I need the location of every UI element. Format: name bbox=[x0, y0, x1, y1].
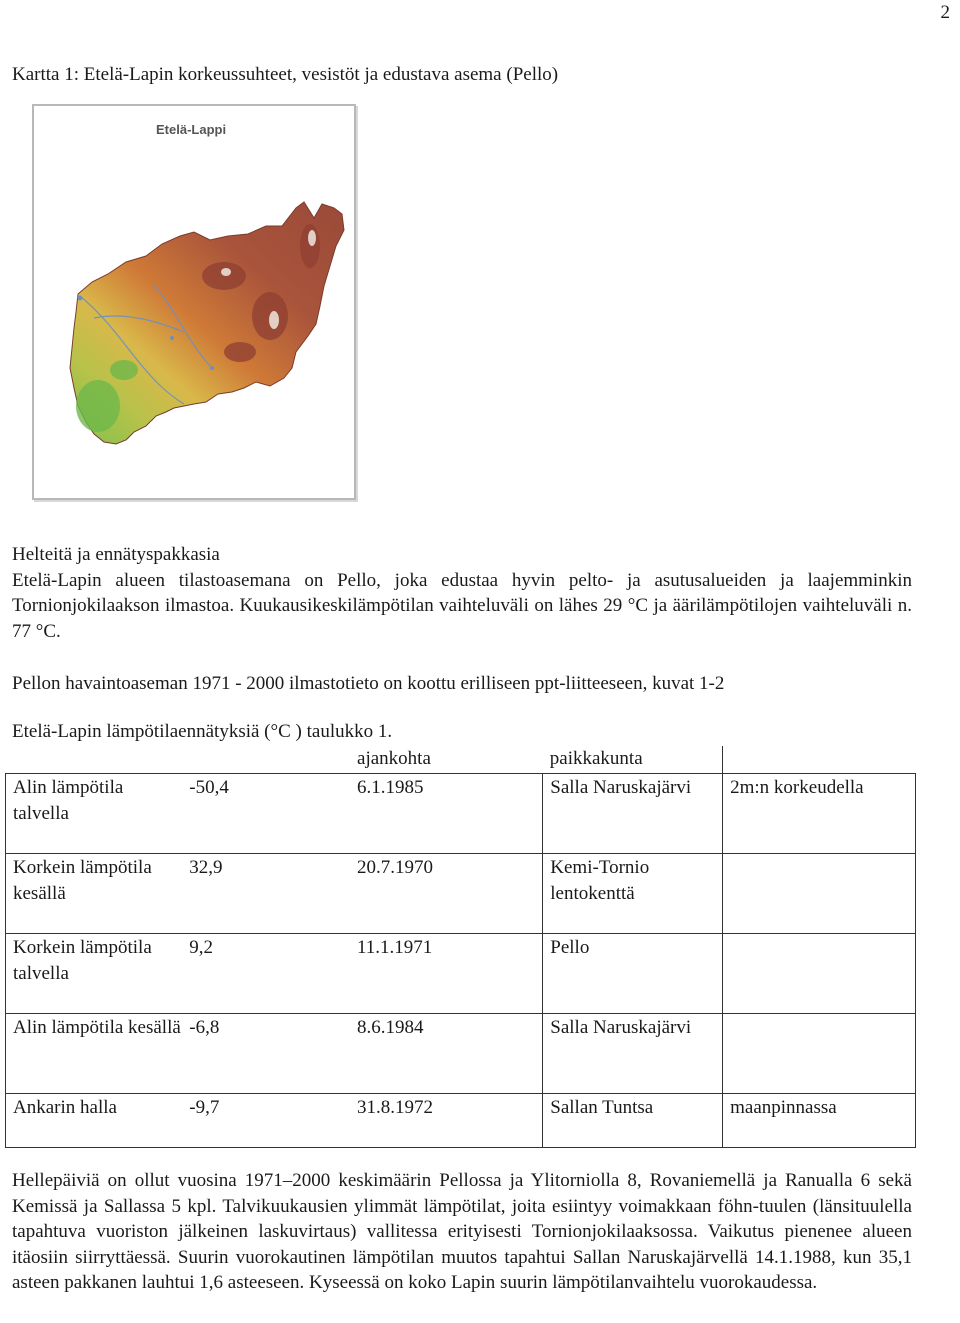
table-row bbox=[6, 934, 916, 1014]
row-date: 20.7.1970 bbox=[350, 854, 543, 934]
row-note bbox=[723, 1014, 916, 1094]
row-value: -6,8 bbox=[182, 1014, 350, 1094]
page-number: 2 bbox=[940, 2, 950, 23]
table-row bbox=[6, 854, 916, 934]
row-place: Sallan Tuntsa bbox=[543, 1094, 723, 1148]
records-table bbox=[5, 746, 916, 1148]
row-value: -50,4 bbox=[182, 774, 350, 854]
row-label: Alin lämpötila talvella bbox=[6, 774, 183, 854]
row-note: maanpinnassa bbox=[723, 1094, 916, 1148]
row-place: Salla Naruskajärvi bbox=[543, 774, 723, 854]
row-label: Alin lämpötila kesällä bbox=[6, 1014, 183, 1094]
region-elevation-map bbox=[34, 106, 354, 498]
row-note bbox=[723, 934, 916, 1014]
table-row bbox=[6, 1094, 916, 1148]
header-date: ajankohta bbox=[350, 746, 543, 774]
table-row bbox=[6, 774, 916, 854]
paragraph-2: Pellon havaintoaseman 1971 - 2000 ilmastotieto on koottu erilliseen ppt-liitteeseen, kuvat 1-2 bbox=[12, 673, 725, 694]
map-caption: Kartta 1: Etelä-Lapin korkeussuhteet, vesistöt ja edustava asema (Pello) bbox=[12, 64, 559, 85]
header-cell bbox=[182, 746, 350, 774]
header-cell bbox=[723, 746, 916, 774]
row-date: 8.6.1984 bbox=[350, 1014, 543, 1094]
row-date: 31.8.1972 bbox=[350, 1094, 543, 1148]
table-header-row bbox=[6, 746, 916, 774]
row-label: Korkein lämpötila talvella bbox=[6, 934, 183, 1014]
row-note: 2m:n korkeudella bbox=[723, 774, 916, 854]
row-value: -9,7 bbox=[182, 1094, 350, 1148]
row-value: 32,9 bbox=[182, 854, 350, 934]
map-figure bbox=[32, 104, 356, 500]
row-label: Korkein lämpötila kesällä bbox=[6, 854, 183, 934]
row-date: 11.1.1971 bbox=[350, 934, 543, 1014]
row-label: Ankarin halla bbox=[6, 1094, 183, 1148]
row-place: Pello bbox=[543, 934, 723, 1014]
row-place: Salla Naruskajärvi bbox=[543, 1014, 723, 1094]
map-title: Etelä-Lappi bbox=[156, 122, 227, 137]
paragraph-3: Hellepäiviä on ollut vuosina 1971–2000 keskimäärin Pellossa ja Ylitorniolla 8, Rovaniemellä ja Ranualla 6 sekä Kemissä ja Sallassa 5 kpl. Talvikuukausien ylimmät lämpötilat, joita esiintyy voimakkaan föhn-tuulen (länsituulella tapahtuva vuoriston jälkeinen laskuvirtaus) vallitessa erityisesti Tornionjokilaaksossa. Vaikutus pienenee alueen itäosiin siirryttäessä. Suurin vuorokautinen lämpötilan muutos tapahtui Sallan Naruskajärvellä 14.1.1988, kun 35,1 asteen pakkanen lauhtui 1,6 asteeseen. Kyseessä on koko Lapin suurin lämpötilanvaihtelu vuorokaudessa. bbox=[12, 1170, 912, 1294]
table-caption: Etelä-Lapin lämpötilaennätyksiä (°C ) taulukko 1. bbox=[12, 721, 393, 742]
paragraph-1: Etelä-Lapin alueen tilastoasemana on Pello, joka edustaa hyvin pelto- ja asutusalueiden ja laajemminkin Tornionjokilaakson ilmastoa. Kuukausikeskilämpötilan vaihteluväli on lähes 29 °C ja äärilämpötilojen vaihteluväli n. 77 °C. bbox=[12, 569, 912, 642]
header-place: paikkakunta bbox=[543, 746, 723, 774]
row-date: 6.1.1985 bbox=[350, 774, 543, 854]
table-row bbox=[6, 1014, 916, 1094]
row-value: 9,2 bbox=[182, 934, 350, 1014]
header-cell bbox=[6, 746, 183, 774]
row-note bbox=[723, 854, 916, 934]
section-heading: Helteitä ja ennätyspakkasia bbox=[12, 544, 220, 565]
row-place: Kemi-Tornio lentokenttä bbox=[543, 854, 723, 934]
